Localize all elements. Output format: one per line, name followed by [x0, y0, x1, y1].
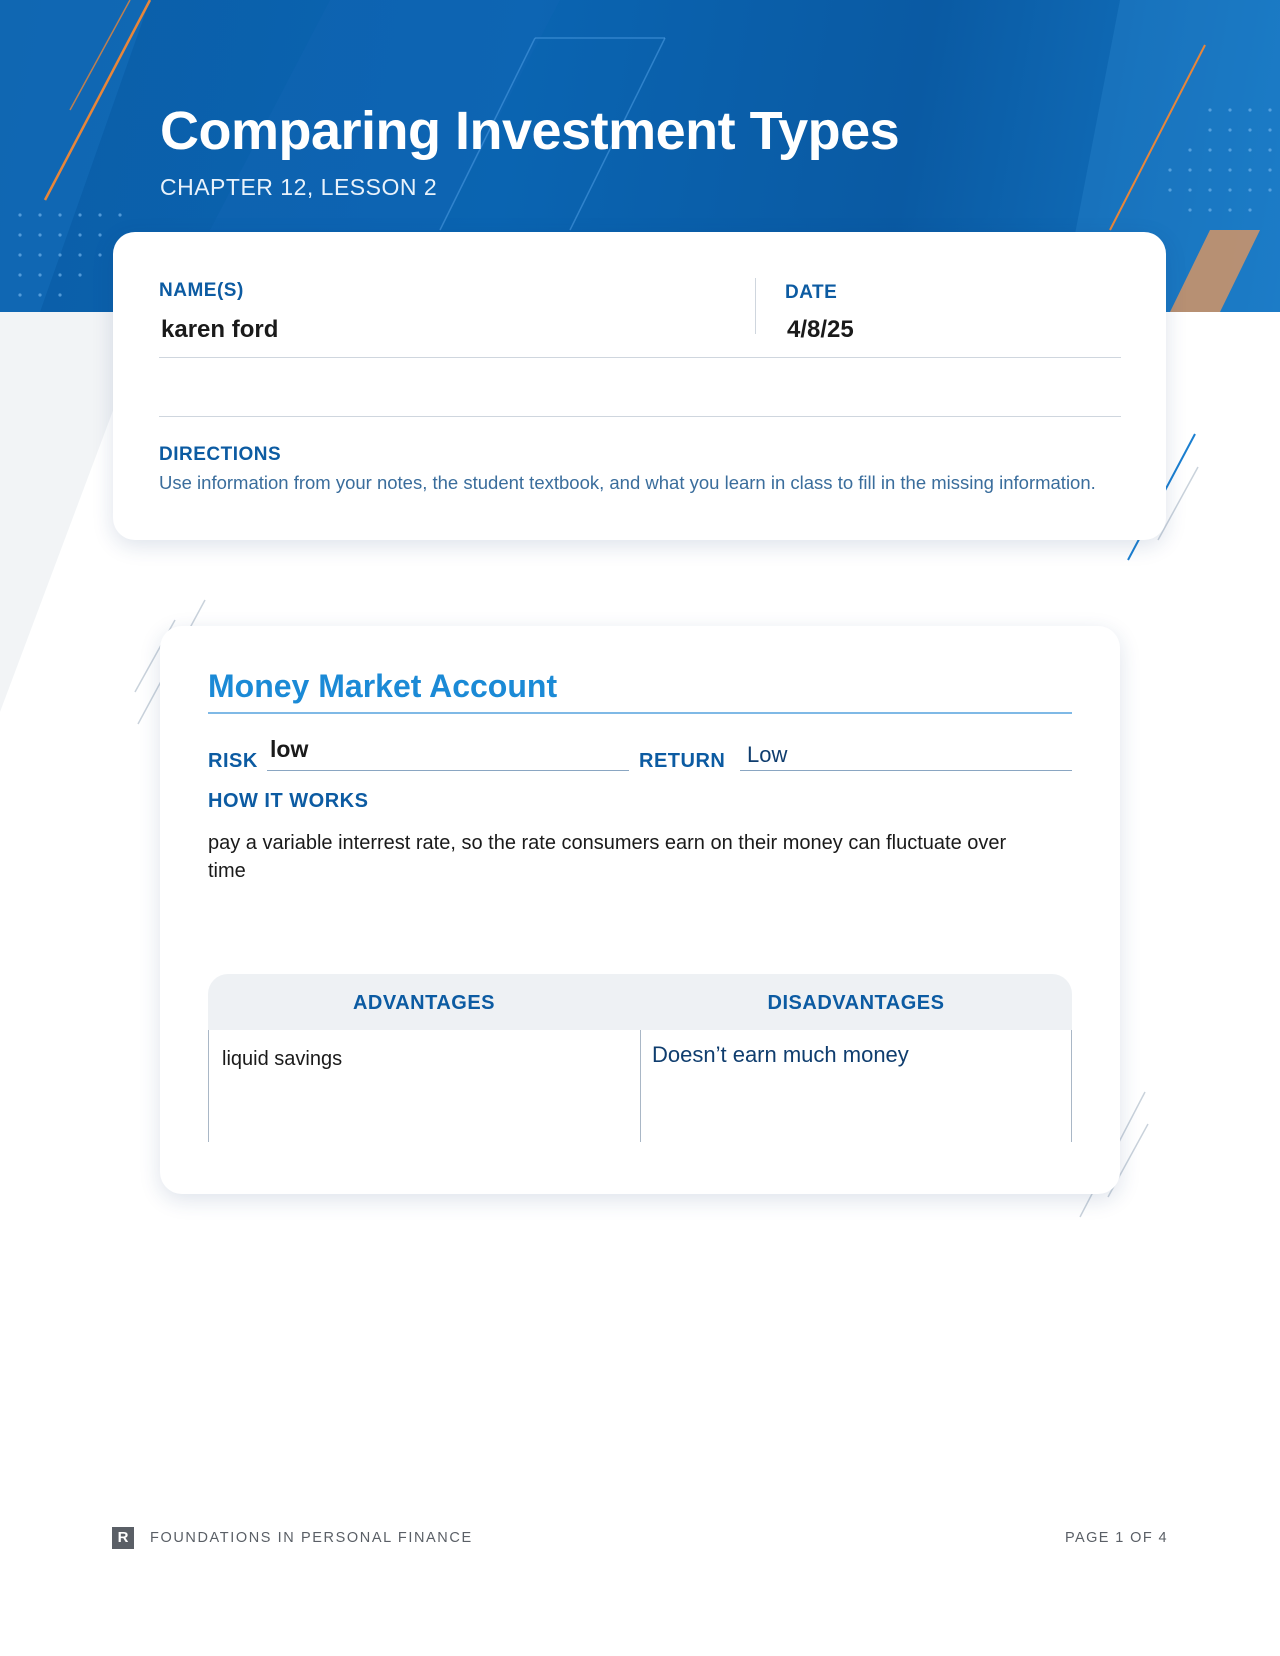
table-border-left — [208, 1030, 209, 1142]
risk-label: RISK — [208, 750, 258, 772]
publication-name: FOUNDATIONS IN PERSONAL FINANCE — [150, 1530, 473, 1546]
names-label: NAME(S) — [159, 280, 244, 301]
page-number: PAGE 1 OF 4 — [1065, 1530, 1168, 1546]
return-label: RETURN — [639, 750, 726, 772]
names-field[interactable]: karen ford — [161, 316, 279, 343]
info-card — [113, 232, 1166, 540]
how-it-works-line-2[interactable]: time — [208, 860, 246, 882]
comparison-table-header — [208, 974, 1072, 1030]
money-market-card — [160, 626, 1120, 1194]
section-title: Money Market Account — [208, 668, 558, 704]
directions-label: DIRECTIONS — [159, 444, 282, 465]
date-label: DATE — [785, 282, 838, 303]
page-title: Comparing Investment Types — [160, 101, 900, 161]
table-divider — [640, 1030, 641, 1142]
risk-field[interactable]: low — [270, 736, 309, 762]
directions-text: Use information from your notes, the student textbook, and what you learn in class to fill in the missing information. — [159, 472, 1096, 493]
how-it-works-line-1[interactable]: pay a variable interrest rate, so the rate consumers earn on their money can fluctuate over — [208, 832, 1007, 854]
advantages-cell[interactable]: liquid savings — [222, 1048, 343, 1070]
return-underline — [740, 770, 1072, 771]
section-underline — [208, 712, 1072, 714]
field-underline — [159, 357, 1121, 358]
how-it-works-label: HOW IT WORKS — [208, 790, 369, 812]
return-field[interactable]: Low — [747, 742, 788, 767]
divider — [159, 416, 1121, 417]
disadvantages-header: DISADVANTAGES — [767, 992, 945, 1014]
ramsey-logo-icon: R — [112, 1527, 134, 1549]
field-divider — [755, 278, 756, 334]
table-border-right — [1071, 1030, 1072, 1142]
disadvantages-cell[interactable]: Doesn’t earn much money — [652, 1042, 909, 1067]
date-field[interactable]: 4/8/25 — [787, 316, 854, 343]
advantages-header: ADVANTAGES — [352, 992, 496, 1014]
risk-underline — [267, 770, 629, 771]
chapter-lesson: CHAPTER 12, LESSON 2 — [160, 174, 438, 200]
